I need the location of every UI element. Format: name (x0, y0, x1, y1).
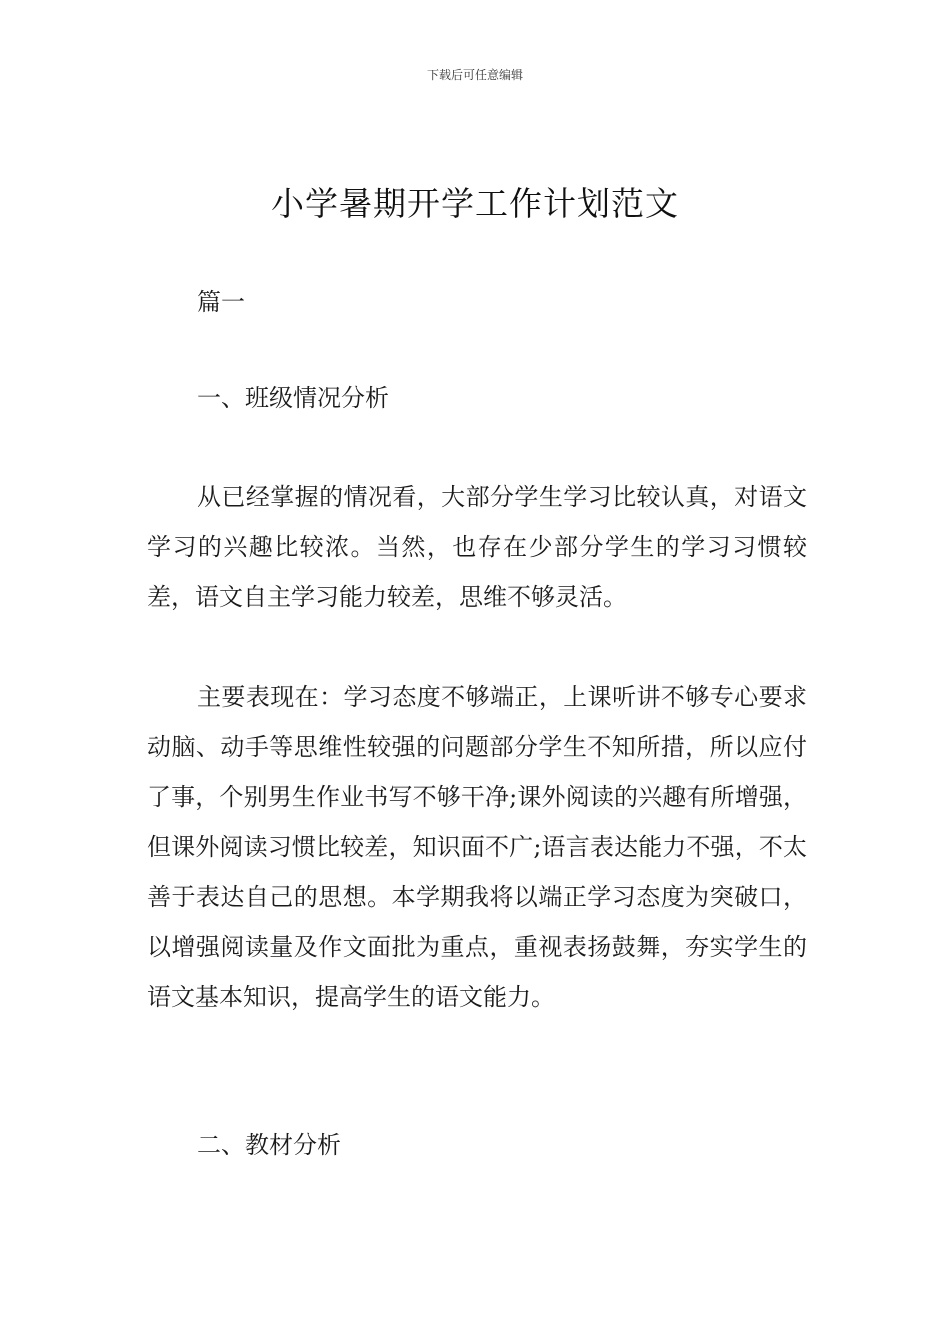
document-title: 小学暑期开学工作计划范文 (271, 184, 679, 223)
header-note: 下载后可任意编辑 (426, 68, 523, 82)
part-label: 篇一 (197, 288, 245, 316)
paragraph-class-analysis: 从已经掌握的情况看，大部分学生学习比较认真，对语文学习的兴趣比较浓。当然，也存在少部分学生的学习习惯较差，语文自主学习能力较差，思维不够灵活。 (147, 483, 807, 611)
section-heading-2: 二、教材分析 (197, 1131, 341, 1159)
paragraph-main-performance: 主要表现在：学习态度不够端正，上课听讲不够专心要求动脑、动手等思维性较强的问题部分学生不知所措，所以应付了事，个别男生作业书写不够干净;课外阅读的兴趣有所增强，但课外阅读习惯比较差，知识面不广;语言表达能力不强，不太善于表达自己的思想。本学期我将以端正学习态度为突破口，以增强阅读量及作文面批为重点，重视表扬鼓舞，夯实学生的语文基本知识，提高学生的语文能力。 (147, 683, 807, 1011)
section-heading-1: 一、班级情况分析 (197, 384, 389, 412)
